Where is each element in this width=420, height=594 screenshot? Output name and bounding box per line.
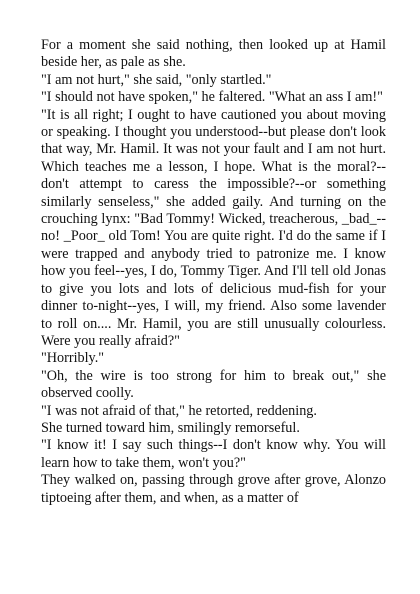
paragraph: "I was not afraid of that," he retorted, reddening. [41,402,317,419]
paragraph: She turned toward him, smilingly remorseful. [41,419,300,436]
paragraph: "I know it! I say such things--I don't know why. You will learn how to take them, won't you?" [41,437,386,471]
paragraph: "Horribly." [41,350,105,367]
paragraph: They walked on, passing through grove after grove, Alonzo tiptoeing after them, and when, as a matter of [41,472,386,506]
paragraph: "I am not hurt," she said, "only startled." [41,71,272,88]
paragraph: "Oh, the wire is too strong for him to break out," she observed coolly. [41,367,386,402]
paragraph: "It is all right; I ought to have cautioned you about moving or speaking. I thought you understood--but please don't look that way, Mr. Hamil. It was not your fault and I am not hurt. Which teaches me a lesson, I hope. What is the moral?--don't attempt to caress the impossible?--or something similarly senseless," she added gaily. And turning on the crouching lynx: "Bad Tommy! Wicked, treacherous, _bad_--no! _Poor_ old Tom! You are quite right. I'd do the same if I were trapped and anybody tried to patronize me. I know how you feel--yes, I do, Tommy Tiger. And I'll tell old Jonas to give you lots and lots of delicious mud-fish for your dinner to-night--yes, I will, my friend. Also some lavender to roll on.... Mr. Hamil, you are still unusually colourless. Were you really afraid?" [41,106,386,349]
paragraph: For a moment she said nothing, then looked up at Hamil beside her, as pale as she. [41,37,386,71]
paragraph: "I should not have spoken," he faltered. "What an ass I am!" [41,89,383,106]
page-text [41,37,386,507]
